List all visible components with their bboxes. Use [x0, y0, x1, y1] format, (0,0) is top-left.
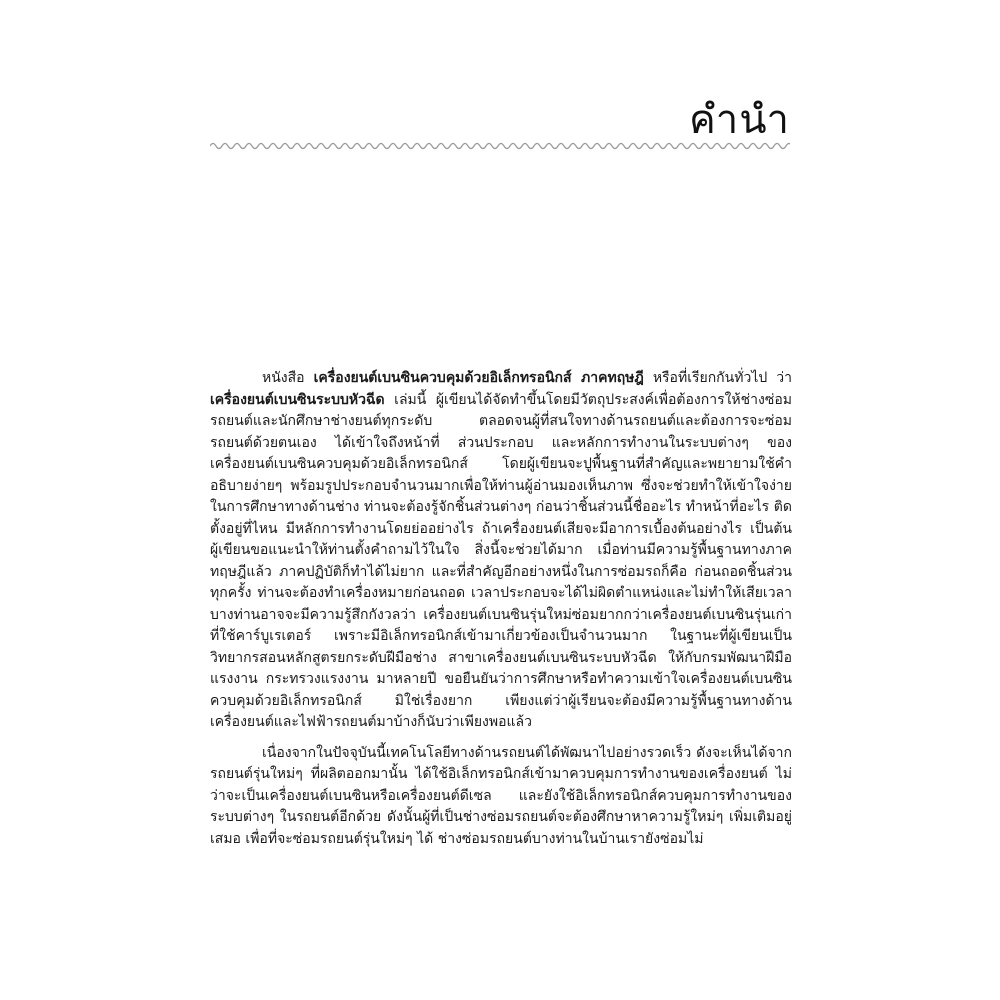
- paragraph-2: เนื่องจากในปัจจุบันนี้เทคโนโลยีทางด้านรถยนต์ได้พัฒนาไปอย่างรวดเร็ว ดังจะเห็นได้จากรถยนต์รุ่นใหม่ๆ ที่ผลิตออกมานั้น ได้ใช้อิเล็กทรอนิกส์เข้ามาควบคุมการทำงานของเครื่องยนต์ ไม่ว่าจะเป็นเครื่องยนต์เบนซินหรือเครื่องยนต์ดีเซล และยังใช้อิเล็กทรอนิกส์ควบคุมการทำงานของระบบต่างๆ ในรถยนต์อีกด้วย ดังนั้นผู้ที่เป็นช่างซ่อมรถยนต์จะต้องศึกษาหาความรู้ใหม่ๆ เพิ่มเติมอยู่เสมอ เพื่อที่จะซ่อมรถยนต์รุ่นใหม่ๆ ได้ ช่างซ่อมรถยนต์บางท่านในบ้านเรายังซ่อมไม่: [210, 744, 792, 847]
- book-title-bold: เครื่องยนต์เบนซินควบคุมด้วยอิเล็กทรอนิกส์ ภาคทฤษฎี: [313, 370, 644, 386]
- body-text: [210, 368, 792, 850]
- paragraph-1: [210, 368, 792, 734]
- paragraph-1-text-3: เล่มนี้ ผู้เขียนได้จัดทำขึ้นโดยมีวัตถุประสงค์เพื่อต้องการให้ช่างซ่อมรถยนต์และนักศึกษาช่างยนต์ทุกระดับ ตลอดจนผู้ที่สนใจทางด้านรถยนต์และต้องการจะซ่อมรถยนต์ด้วยตนเอง ได้เข้าใจถึงหน้าที่ ส่วนประกอบ และหลักการทำงานในระบบต่างๆ ของเครื่องยนต์เบนซินควบคุมด้วยอิเล็กทรอนิกส์ โดยผู้เขียนจะปูพื้นฐานที่สำคัญและพยายามใช้คำอธิบายง่ายๆ พร้อมรูปประกอบจำนวนมากเพื่อให้ท่านผู้อ่านมองเห็นภาพ ซึ่งจะช่วยทำให้เข้าใจง่าย ในการศึกษาทางด้านช่าง ท่านจะต้องรู้จักชิ้นส่วนต่างๆ ก่อนว่าชิ้นส่วนนี้ชื่ออะไร ทำหน้าที่อะไร ติดตั้งอยู่ที่ไหน มีหลักการทำงานโดยย่ออย่างไร ถ้าเครื่องยนต์เสียจะมีอาการเบื้องต้นอย่างไร เป็นต้น ผู้เขียนขอแนะนำให้ท่านตั้งคำถามไว้ในใจ สิ่งนี้จะช่วยได้มาก เมื่อท่านมีความรู้พื้นฐานทางภาคทฤษฎีแล้ว ภาคปฏิบัติก็ทำได้ไม่ยาก และที่สำคัญอีกอย่างหนึ่งในการซ่อมรถก็คือ ก่อนถอดชิ้นส่วนทุกครั้ง ท่านจะต้องทำเครื่องหมายก่อนถอด เวลาประกอบจะได้ไม่ผิดตำแหน่งและไม่ทำให้เสียเวลา บางท่านอาจจะมีความรู้สึกกังวลว่า เครื่องยนต์เบนซินรุ่นใหม่ซ่อมยากกว่าเครื่องยนต์เบนซินรุ่นเก่าที่ใช้คาร์บูเรเตอร์ เพราะมีอิเล็กทรอนิกส์เข้ามาเกี่ยวข้องเป็นจำนวนมาก ในฐานะที่ผู้เขียนเป็นวิทยากรสอนหลักสูตรยกระดับฝีมือช่าง สาขาเครื่องยนต์เบนซินระบบหัวฉีด ให้กับกรมพัฒนาฝีมือแรงงาน กระทรวงแรงงาน มาหลายปี ขอยืนยันว่าการศึกษาหรือทำความเข้าใจเครื่องยนต์เบนซินควบคุมด้วยอิเล็กทรอนิกส์ มิใช่เรื่องยาก เพียงแต่ว่าผู้เรียนจะต้องมีความรู้พื้นฐานทางด้านเครื่องยนต์และไฟฟ้ารถยนต์มาบ้างก็นับว่าเพียงพอแล้ว: [210, 391, 792, 730]
- page-title: คำนำ: [688, 97, 790, 143]
- book-subtitle-bold: เครื่องยนต์เบนซินระบบหัวฉีด: [210, 391, 385, 408]
- paragraph-1-text-1: หนังสือ: [262, 370, 314, 386]
- title-wavy-underline: [210, 140, 790, 152]
- paragraph-1-text-2: หรือที่เรียกกันทั่วไป ว่า: [643, 370, 792, 386]
